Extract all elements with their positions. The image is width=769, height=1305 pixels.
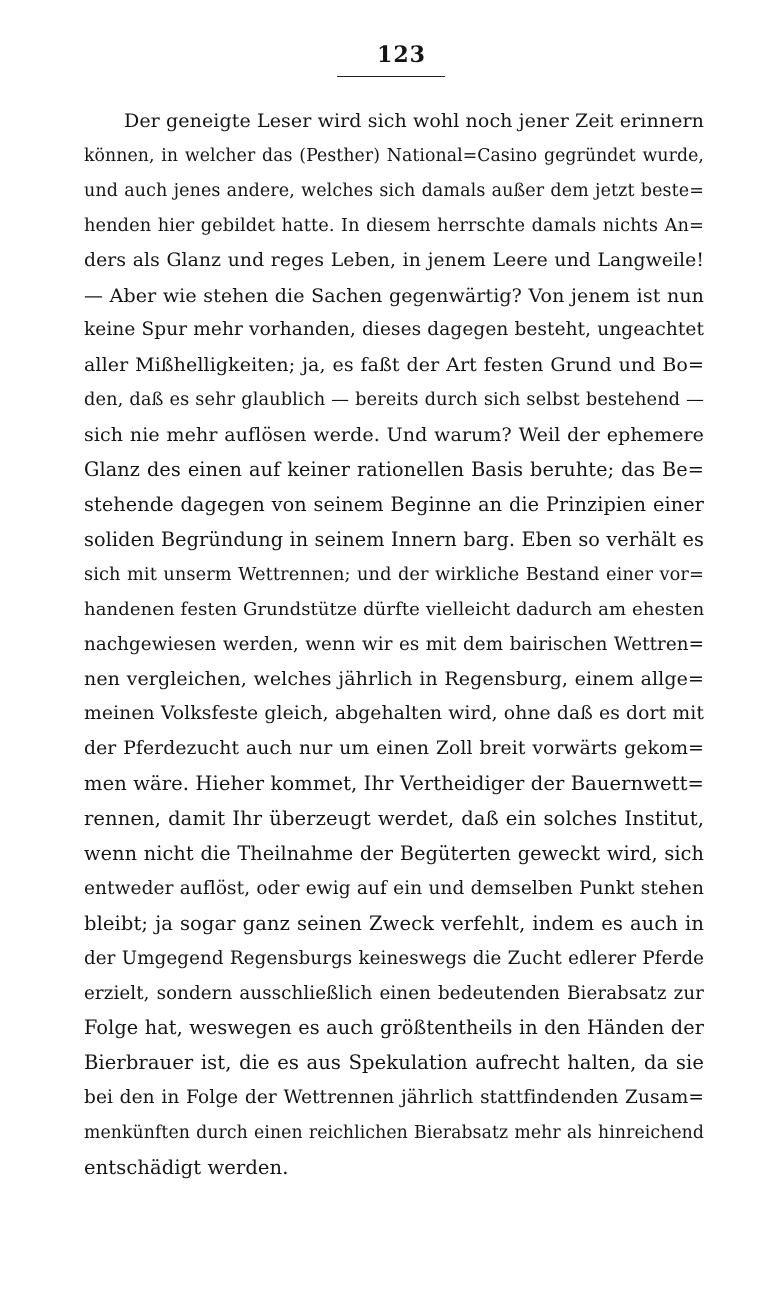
text-line: bleibt; ja sogar ganz seinen Zweck verfehlt, indem es auch in [84, 911, 704, 935]
text-line: erzielt, sondern ausschließlich einen bedeutenden Bierabsatz zur [84, 982, 704, 1004]
text-line: meinen Volksfeste gleich, abgehalten wird, ohne daß es dort mit [84, 703, 704, 725]
text-line: henden hier gebildet hatte. In diesem herrschte damals nichts An= [84, 215, 704, 236]
text-line: nen vergleichen, welches jährlich in Regensburg, einem allge= [84, 668, 704, 691]
text-line: sich mit unserm Wettrennen; und der wirkliche Bestand einer vor= [84, 564, 704, 585]
text-line: entschädigt werden. [84, 1156, 289, 1179]
text-line: stehende dagegen von seinem Beginne an die Prinzipien einer [84, 492, 704, 516]
text-line: aller Mißhelligkeiten; ja, es faßt der Art festen Grund und Bo= [84, 354, 704, 377]
text-line: Folge hat, weswegen es auch größtentheils in den Händen der [84, 1016, 704, 1040]
text-line: entweder auflöst, oder ewig auf ein und demselben Punkt stehen [84, 877, 704, 899]
text-line: Der geneigte Leser wird sich wohl noch jener Zeit erinnern [124, 110, 704, 132]
text-line: und auch jenes andere, welches sich damals außer dem jetzt beste= [84, 180, 704, 201]
text-line: rennen, damit Ihr überzeugt werdet, daß ein solches Institut, [84, 807, 704, 830]
page-number: 123 [377, 42, 426, 68]
text-line: bei den in Folge der Wettrennen jährlich stattfindenden Zusam= [84, 1087, 704, 1109]
text-line: ders als Glanz und reges Leben, in jenem Leere und Langweile! [84, 249, 704, 271]
text-line: der Umgegend Regensburgs keineswegs die Zucht edlerer Pferde [84, 947, 704, 969]
text-line: handenen festen Grundstütze dürfte vielleicht dadurch am ehesten [84, 598, 705, 620]
text-line: sich nie mehr auflösen werde. Und warum? Weil der ephemere [84, 424, 704, 447]
text-line: den, daß es sehr glaublich — bereits durch sich selbst bestehend — [84, 390, 704, 411]
text-line: können, in welcher das (Pesther) National=Casino gegründet wurde, [84, 145, 704, 166]
text-line: der Pferdezucht auch nur um einen Zoll breit vorwärts gekom= [84, 738, 704, 760]
text-line: men wäre. Hieher kommet, Ihr Vertheidiger der Bauernwett= [84, 772, 704, 796]
text-line: — Aber wie stehen die Sachen gegenwärtig? Von jenem ist nun [84, 284, 704, 307]
text-line: soliden Begründung in seinem Innern barg. Eben so verhält es [84, 527, 704, 551]
text-line: nachgewiesen werden, wenn wir es mit dem bairischen Wettren= [84, 633, 704, 655]
text-line: wenn nicht die Theilnahme der Begüterten geweckt wird, sich [84, 841, 704, 865]
text-line: Glanz des einen auf keiner rationellen Basis beruhte; das Be= [84, 458, 704, 481]
text-line: menkünften durch einen reichlichen Bierabsatz mehr als hinreichend [84, 1123, 704, 1144]
text-line: Bierbrauer ist, die es aus Spekulation aufrecht halten, da sie [84, 1051, 704, 1075]
text-line: keine Spur mehr vorhanden, dieses dagegen besteht, ungeachtet [84, 319, 704, 341]
header-rule [337, 76, 445, 77]
